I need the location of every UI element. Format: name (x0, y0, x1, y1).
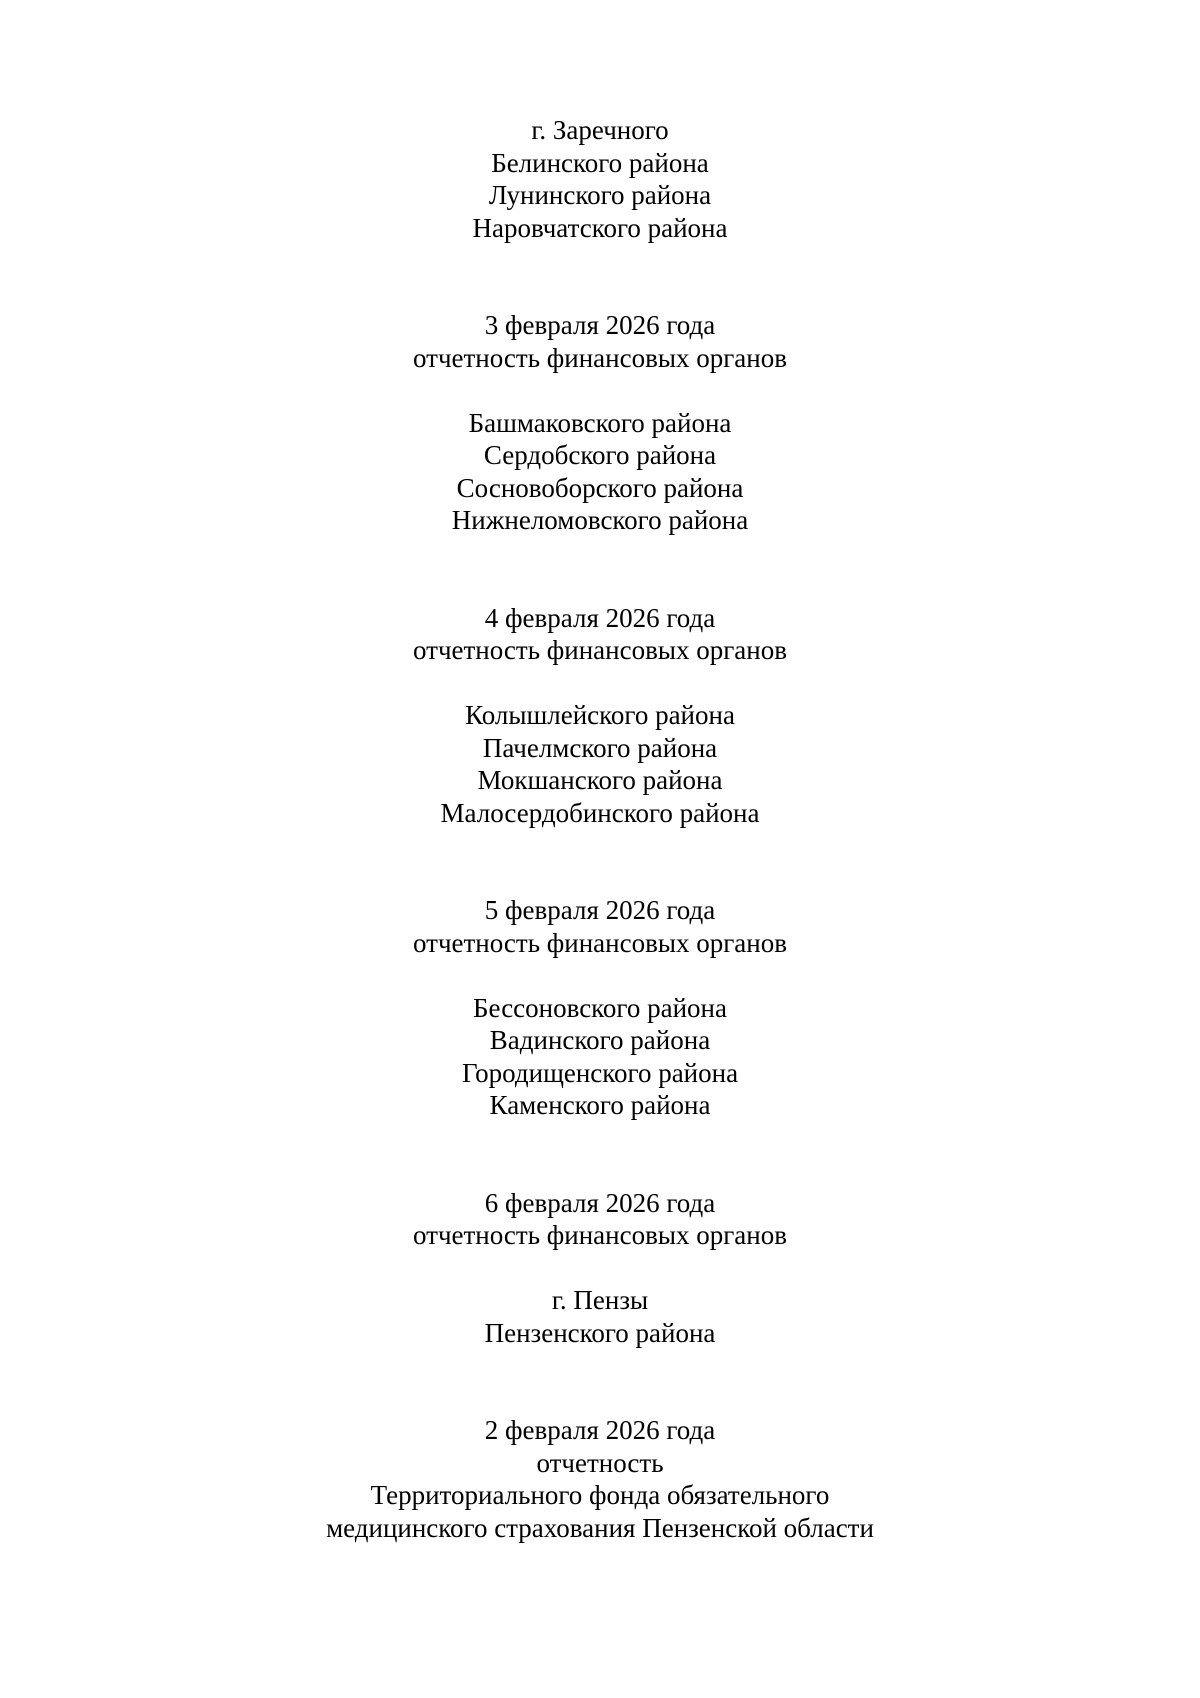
section-list-item: Вадинского района (489, 1025, 711, 1055)
section-list-item: Каменского района (489, 1090, 711, 1120)
section-inner-spacer (0, 1252, 1200, 1285)
section-list-item: Малосердобинского района (440, 797, 760, 828)
section-date: 5 февраля 2026 года (484, 895, 716, 925)
schedule-section-feb-5 (0, 894, 1200, 1122)
section-spacer (0, 1122, 1200, 1187)
section-subject: отчетность финансовых органов (413, 927, 787, 958)
section-list-item: Сердобского района (483, 440, 717, 470)
section-inner-spacer (0, 959, 1200, 992)
section-spacer (0, 829, 1200, 894)
section-subject: отчетность финансовых органов (413, 635, 787, 665)
section-spacer (0, 537, 1200, 602)
section-list-item: г. Пензы (551, 1285, 649, 1315)
section-list-item: Колышлейского района (465, 700, 735, 730)
intro-list-item: Наровчатского района (472, 212, 728, 243)
intro-list-item: Лунинского района (488, 180, 712, 210)
intro-list-item: г. Заречного (531, 115, 669, 145)
section-date: 2 февраля 2026 года (484, 1415, 716, 1445)
schedule-section-feb-6 (0, 1187, 1200, 1350)
schedule-content (0, 114, 1200, 1544)
section-inner-spacer (0, 374, 1200, 407)
section-spacer (0, 244, 1200, 309)
section-date: 4 февраля 2026 года (484, 602, 716, 633)
schedule-section-feb-4 (0, 602, 1200, 830)
section-list-item: Городищенского района (461, 1057, 739, 1088)
section-list-item: Бессоновского района (473, 992, 727, 1023)
section-subject: отчетность финансовых органов (413, 1220, 787, 1250)
intro-list (0, 114, 1200, 244)
section-spacer (0, 1349, 1200, 1414)
section-date: 6 февраля 2026 года (484, 1187, 716, 1218)
section-list-item: Мокшанского района (477, 765, 723, 795)
section-body-line: Территориального фонда обязательного (370, 1480, 830, 1510)
section-list-item: Башмаковского района (468, 407, 732, 438)
section-body-line: медицинского страхования Пензенской области (326, 1512, 874, 1543)
section-subject: отчетность (536, 1447, 664, 1478)
section-subject: отчетность финансовых органов (413, 342, 787, 373)
section-date: 3 февраля 2026 года (484, 310, 716, 340)
section-list-item: Нижнеломовского района (451, 505, 749, 535)
section-list-item: Сосновоборского района (456, 472, 744, 503)
schedule-section-final (0, 1414, 1200, 1544)
section-inner-spacer (0, 667, 1200, 700)
intro-list-item: Белинского района (491, 147, 709, 178)
schedule-section-feb-3 (0, 309, 1200, 537)
section-list-item: Пензенского района (484, 1317, 716, 1348)
section-list-item: Пачелмского района (482, 732, 718, 763)
